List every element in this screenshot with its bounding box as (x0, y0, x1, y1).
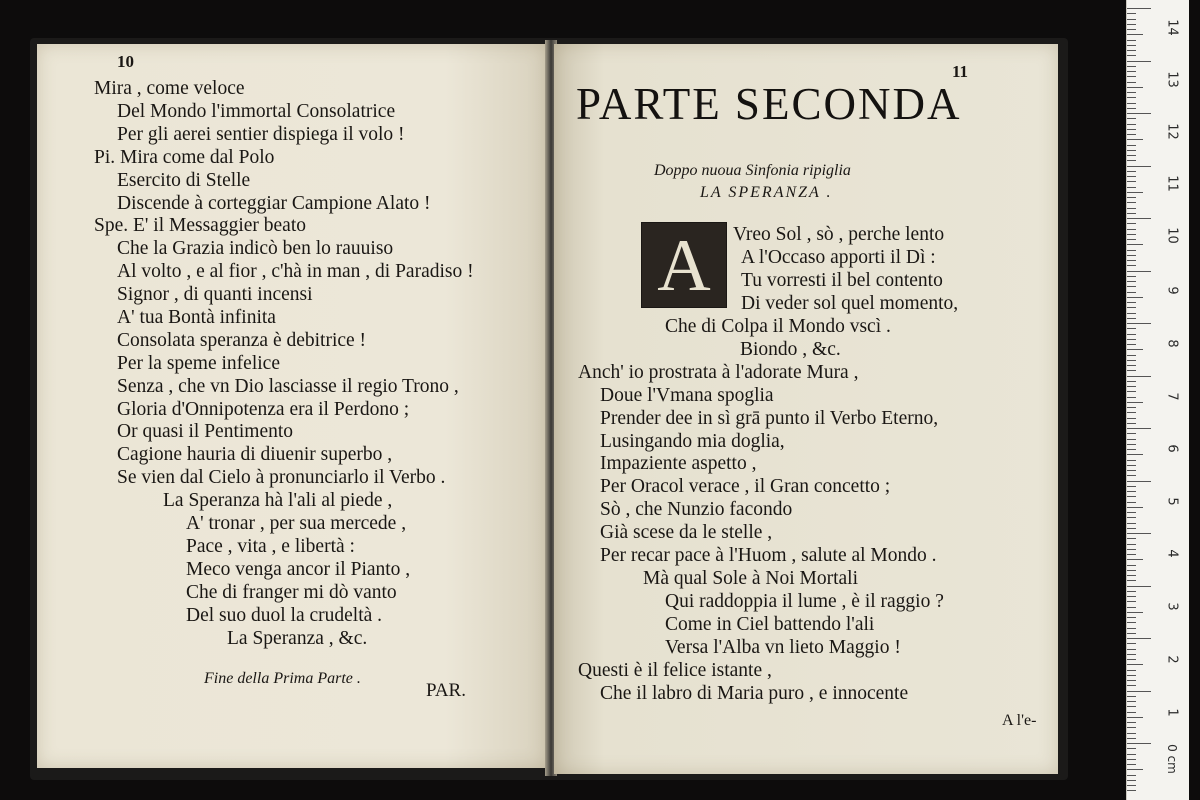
verse-line: Pace , vita , e libertà : (186, 536, 355, 557)
ruler-tick (1127, 538, 1136, 539)
verse-line: La Speranza hà l'ali al piede , (163, 490, 393, 511)
ruler-tick (1127, 365, 1136, 366)
ruler-tick (1127, 34, 1143, 35)
ruler-number: 8 (1164, 339, 1180, 348)
ruler-tick (1127, 218, 1151, 219)
ruler-tick (1127, 45, 1136, 46)
ruler-tick (1127, 134, 1136, 135)
ruler-tick (1127, 71, 1136, 72)
ruler-tick (1127, 601, 1136, 602)
ruler-tick (1127, 344, 1136, 345)
ruler-tick (1127, 323, 1151, 324)
ruler-tick (1127, 281, 1136, 282)
catchword: PAR. (426, 680, 466, 701)
ruler-tick (1127, 418, 1136, 419)
verse-line: Mira , come veloce (94, 78, 245, 99)
ruler-tick (1127, 764, 1136, 765)
verse-line: Per gli aerei sentier dispiega il volo ! (117, 124, 405, 145)
ruler-tick (1127, 113, 1151, 114)
ruler-tick (1127, 223, 1136, 224)
end-note: Fine della Prima Parte . (204, 670, 361, 687)
measuring-ruler (1126, 0, 1189, 800)
ruler-tick (1127, 318, 1136, 319)
ruler-tick (1127, 391, 1136, 392)
verse-line: Se vien dal Cielo à pronunciarlo il Verbo . (117, 467, 446, 488)
ruler-tick (1127, 470, 1136, 471)
verse-line: Questi è il felice istante , (578, 660, 772, 681)
verse-line: Sò , che Nunzio facondo (600, 499, 793, 520)
ruler-tick (1127, 580, 1136, 581)
ruler-tick (1127, 339, 1136, 340)
ruler-tick (1127, 82, 1136, 83)
ruler-tick (1127, 622, 1136, 623)
ruler-tick (1127, 129, 1136, 130)
left-page-number: 10 (117, 52, 134, 71)
ruler-tick (1127, 386, 1136, 387)
ruler-tick (1127, 8, 1151, 9)
ruler-tick (1127, 685, 1136, 686)
ruler-tick (1127, 659, 1136, 660)
ruler-tick (1127, 612, 1143, 613)
verse-line: Per recar pace à l'Huom , salute al Mondo . (600, 545, 937, 566)
ruler-tick (1127, 769, 1143, 770)
ruler-tick (1127, 780, 1136, 781)
ruler-tick (1127, 785, 1136, 786)
ruler-tick (1127, 617, 1136, 618)
ruler-tick (1127, 313, 1136, 314)
ruler-tick (1127, 628, 1136, 629)
ruler-number: 11 (1164, 175, 1180, 192)
ruler-tick (1127, 239, 1136, 240)
ruler-tick (1127, 643, 1136, 644)
verse-line: Del suo duol la crudeltà . (186, 605, 383, 626)
verse-line: Di veder sol quel momento, (741, 293, 959, 314)
verse-line: Tu vorresti il bel contento (741, 270, 943, 291)
ruler-tick (1127, 61, 1151, 62)
ruler-tick (1127, 727, 1136, 728)
ruler-tick (1127, 575, 1136, 576)
ruler-tick (1127, 717, 1143, 718)
ruler-tick (1127, 176, 1136, 177)
verse-line: A' tronar , per sua mercede , (186, 513, 407, 534)
ruler-tick (1127, 307, 1136, 308)
ruler-tick (1127, 607, 1136, 608)
ruler-tick (1127, 691, 1151, 692)
ruler-tick (1127, 570, 1136, 571)
ruler-tick (1127, 244, 1143, 245)
ruler-tick (1127, 743, 1151, 744)
verse-line: La Speranza , &c. (227, 628, 368, 649)
ruler-tick (1127, 512, 1136, 513)
ruler-tick (1127, 701, 1136, 702)
ruler-number: 5 (1164, 497, 1180, 506)
ruler-tick (1127, 733, 1136, 734)
ruler-number: 10 (1164, 227, 1180, 244)
ruler-tick (1127, 171, 1136, 172)
verse-line: Che il labro di Maria puro , e innocente (600, 683, 909, 704)
ruler-tick (1127, 428, 1151, 429)
verse-line: Già scese da le stelle , (600, 522, 773, 543)
ruler-tick (1127, 381, 1136, 382)
verse-line: Discende à corteggiar Campione Alato ! (117, 193, 431, 214)
verse-line: A' tua Bontà infinita (117, 307, 276, 328)
ruler-number: 12 (1164, 123, 1180, 140)
verse-line: Del Mondo l'immortal Consolatrice (117, 101, 396, 122)
ruler-tick (1127, 507, 1143, 508)
ruler-tick (1127, 213, 1136, 214)
ruler-tick (1127, 155, 1136, 156)
ruler-tick (1127, 13, 1136, 14)
ruler-tick (1127, 328, 1136, 329)
ruler-tick (1127, 40, 1136, 41)
ruler-number: 14 (1164, 19, 1180, 36)
verse-line: Doue l'Vmana spoglia (600, 385, 774, 406)
verse-line: Che di Colpa il Mondo vscì . (665, 316, 891, 337)
ruler-tick (1127, 565, 1136, 566)
ruler-tick (1127, 234, 1136, 235)
ruler-tick (1127, 486, 1136, 487)
verse-line: Vreo Sol , sò , perche lento (733, 224, 945, 245)
ruler-tick (1127, 439, 1136, 440)
ruler-tick (1127, 423, 1136, 424)
ruler-tick (1127, 124, 1136, 125)
ruler-tick (1127, 633, 1136, 634)
verse-line: Che di franger mi dò vanto (186, 582, 397, 603)
ruler-tick (1127, 103, 1136, 104)
verse-line: Or quasi il Pentimento (117, 421, 294, 442)
ruler-tick (1127, 596, 1136, 597)
section-title: PARTE SECONDA (576, 79, 962, 129)
ruler-tick (1127, 349, 1143, 350)
ruler-tick (1127, 654, 1136, 655)
ruler-tick (1127, 680, 1136, 681)
ruler-tick (1127, 24, 1136, 25)
verse-line: Meco venga ancor il Pianto , (186, 559, 411, 580)
ruler-tick (1127, 66, 1136, 67)
verse-line: Senza , che vn Dio lasciasse il regio Trono , (117, 376, 459, 397)
ruler-number: 2 (1164, 655, 1180, 664)
ruler-tick (1127, 260, 1136, 261)
verse-line: Spe. E' il Messaggier beato (94, 215, 307, 236)
ruler-tick (1127, 722, 1136, 723)
ruler-tick (1127, 50, 1136, 51)
verse-line: Lusingando mia doglia, (600, 431, 785, 452)
ruler-tick (1127, 118, 1136, 119)
ruler-unit-label: 0 cm (1164, 744, 1179, 774)
ruler-tick (1127, 559, 1143, 560)
ruler-tick (1127, 775, 1136, 776)
verse-line: Biondo , &c. (740, 339, 841, 360)
ruler-tick (1127, 19, 1136, 20)
ruler-tick (1127, 29, 1136, 30)
stage-direction: Doppo nuoua Sinfonia ripiglia (654, 162, 851, 179)
ruler-tick (1127, 638, 1151, 639)
verse-line: Cagione hauria di diuenir superbo , (117, 444, 393, 465)
ruler-tick (1127, 491, 1136, 492)
ruler-tick (1127, 139, 1143, 140)
ruler-tick (1127, 496, 1136, 497)
ruler-tick (1127, 675, 1136, 676)
verse-line: Mà qual Sole à Noi Mortali (643, 568, 859, 589)
ruler-number: 3 (1164, 602, 1180, 611)
ruler-tick (1127, 208, 1136, 209)
catchword: A l'e- (1002, 712, 1037, 729)
ruler-tick (1127, 664, 1143, 665)
ruler-tick (1127, 738, 1136, 739)
ruler-tick (1127, 754, 1136, 755)
ruler-tick (1127, 192, 1143, 193)
ruler-tick (1127, 449, 1136, 450)
ruler-tick (1127, 145, 1136, 146)
ruler-tick (1127, 586, 1151, 587)
ruler-tick (1127, 255, 1136, 256)
ruler-tick (1127, 250, 1136, 251)
verse-line: Per la speme infelice (117, 353, 280, 374)
ruler-tick (1127, 292, 1136, 293)
decorated-initial (641, 222, 727, 308)
ruler-tick (1127, 302, 1136, 303)
verse-line: Prender dee in sì grā punto il Verbo Eterno, (600, 408, 939, 429)
verse-line: Al volto , e al fior , c'hà in man , di Paradiso ! (117, 261, 474, 282)
ruler-tick (1127, 265, 1136, 266)
verse-line: Per Oracol verace , il Gran concetto ; (600, 476, 891, 497)
ruler-tick (1127, 544, 1136, 545)
ruler-tick (1127, 481, 1151, 482)
ruler-tick (1127, 197, 1136, 198)
ruler-tick (1127, 181, 1136, 182)
ruler-tick (1127, 465, 1136, 466)
ruler-tick (1127, 591, 1136, 592)
ruler-tick (1127, 376, 1151, 377)
ruler-tick (1127, 748, 1136, 749)
ruler-tick (1127, 166, 1151, 167)
ruler-tick (1127, 517, 1136, 518)
ruler-number: 6 (1164, 444, 1180, 453)
verse-line: A l'Occaso apporti il Dì : (741, 247, 936, 268)
ruler-tick (1127, 407, 1136, 408)
ruler-number: 7 (1164, 392, 1180, 401)
ruler-tick (1127, 454, 1143, 455)
verse-line: Qui raddoppia il lume , è il raggio ? (665, 591, 944, 612)
verse-line: Esercito di Stelle (117, 170, 251, 191)
right-page-number: 11 (952, 62, 969, 81)
ruler-tick (1127, 649, 1136, 650)
ruler-number: 4 (1164, 549, 1180, 558)
ruler-number: 1 (1164, 708, 1180, 717)
ruler-tick (1127, 670, 1136, 671)
ruler-tick (1127, 397, 1136, 398)
ruler-tick (1127, 202, 1136, 203)
ruler-tick (1127, 297, 1143, 298)
ruler-number: 13 (1164, 71, 1180, 88)
verse-line: Consolata speranza è debitrice ! (117, 330, 367, 351)
verse-line: Che la Grazia indicò ben lo rauuiso (117, 238, 394, 259)
verse-line: Impaziente aspetto , (600, 453, 757, 474)
ruler-tick (1127, 370, 1136, 371)
verse-line: Anch' io prostrata à l'adorate Mura , (578, 362, 859, 383)
ruler-tick (1127, 549, 1136, 550)
ruler-tick (1127, 433, 1136, 434)
ruler-tick (1127, 97, 1136, 98)
ruler-tick (1127, 55, 1136, 56)
ruler-tick (1127, 360, 1136, 361)
ruler-tick (1127, 759, 1136, 760)
ruler-tick (1127, 412, 1136, 413)
ruler-tick (1127, 402, 1143, 403)
ruler-tick (1127, 502, 1136, 503)
ruler-tick (1127, 271, 1151, 272)
verse-line: Pi. Mira come dal Polo (94, 147, 275, 168)
ruler-tick (1127, 76, 1136, 77)
ruler-tick (1127, 355, 1136, 356)
ruler-tick (1127, 790, 1136, 791)
ruler-tick (1127, 150, 1136, 151)
ruler-tick (1127, 276, 1136, 277)
ruler-tick (1127, 160, 1136, 161)
ruler-tick (1127, 475, 1136, 476)
ruler-tick (1127, 286, 1136, 287)
ruler-tick (1127, 554, 1136, 555)
ruler-tick (1127, 334, 1136, 335)
verse-line: Gloria d'Onnipotenza era il Perdono ; (117, 399, 410, 420)
ruler-tick (1127, 108, 1136, 109)
ruler-tick (1127, 712, 1136, 713)
verse-line: Signor , di quanti incensi (117, 284, 313, 305)
ruler-tick (1127, 187, 1136, 188)
ruler-tick (1127, 87, 1143, 88)
ruler-tick (1127, 523, 1136, 524)
verse-line: Versa l'Alba vn lieto Maggio ! (665, 637, 901, 658)
ruler-tick (1127, 706, 1136, 707)
ruler-number: 9 (1164, 286, 1180, 295)
verse-line: Come in Ciel battendo l'ali (665, 614, 875, 635)
ruler-tick (1127, 460, 1136, 461)
ruler-tick (1127, 229, 1136, 230)
speaker-label: LA SPERANZA . (700, 184, 833, 201)
ruler-tick (1127, 528, 1136, 529)
ruler-tick (1127, 444, 1136, 445)
ruler-tick (1127, 696, 1136, 697)
ruler-tick (1127, 533, 1151, 534)
ruler-tick (1127, 92, 1136, 93)
initial-letter: A (657, 225, 711, 307)
